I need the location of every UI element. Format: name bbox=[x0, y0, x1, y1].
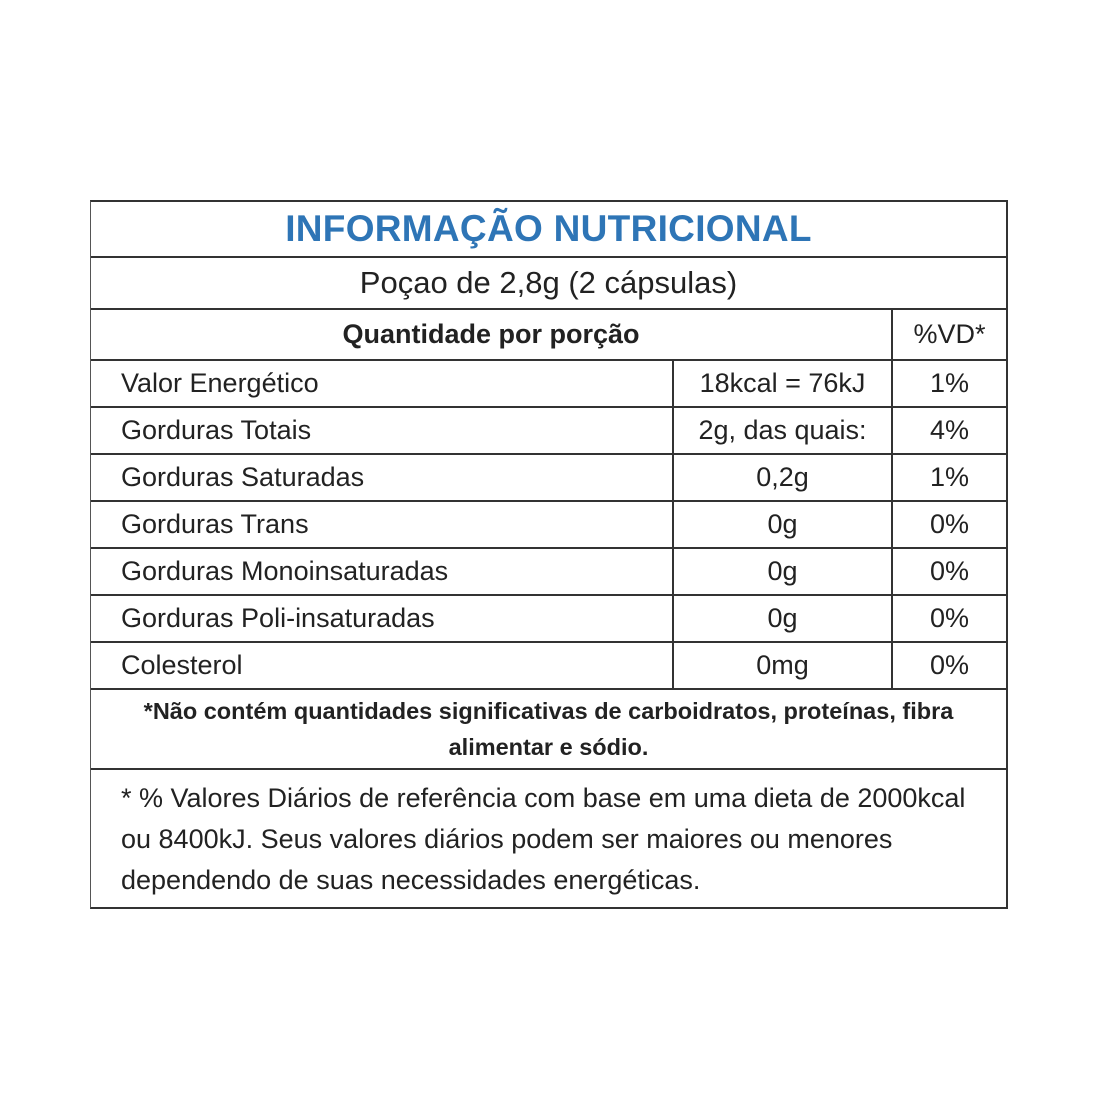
vd-header: %VD* bbox=[891, 310, 1006, 359]
serving-row bbox=[91, 258, 1006, 310]
nutrient-name: Gorduras Totais bbox=[121, 415, 312, 445]
nutrient-amount: 0g bbox=[672, 596, 891, 641]
nutrient-amount: 0,2g bbox=[672, 455, 891, 500]
title-row bbox=[91, 202, 1006, 258]
nutrient-name: Gorduras Monoinsaturadas bbox=[121, 556, 449, 586]
nutrient-vd: 0% bbox=[891, 643, 1006, 688]
daily-value-footnote: * % Valores Diários de referência com base em uma dieta de 2000kcal ou 8400kJ. Seus valores diários podem ser maiores ou menores dependendo de suas necessidades energéticas. bbox=[121, 783, 966, 895]
nutrient-vd: 0% bbox=[891, 596, 1006, 641]
nutrient-row bbox=[91, 643, 1006, 690]
nutrient-amount: 18kcal = 76kJ bbox=[672, 361, 891, 406]
serving-size: Poçao de 2,8g (2 cápsulas) bbox=[359, 265, 738, 300]
nutrient-vd: 0% bbox=[891, 549, 1006, 594]
nutrient-vd: 1% bbox=[891, 455, 1006, 500]
not-significant-note: *Não contém quantidades significativas de carboidratos, proteínas, fibra alimentar e sódio. bbox=[91, 690, 1006, 770]
nutrient-amount: 0mg bbox=[672, 643, 891, 688]
nutrient-name: Gorduras Saturadas bbox=[121, 462, 365, 492]
table-title: INFORMAÇÃO NUTRICIONAL bbox=[285, 208, 812, 249]
nutrient-amount: 2g, das quais: bbox=[672, 408, 891, 453]
header-row bbox=[91, 310, 1006, 361]
nutrient-amount: 0g bbox=[672, 549, 891, 594]
nutrient-row bbox=[91, 596, 1006, 643]
nutrient-name: Gorduras Poli-insaturadas bbox=[121, 603, 435, 633]
nutrient-vd: 1% bbox=[891, 361, 1006, 406]
nutrient-row bbox=[91, 549, 1006, 596]
nutrient-row bbox=[91, 408, 1006, 455]
nutrient-vd: 0% bbox=[891, 502, 1006, 547]
nutrient-row bbox=[91, 502, 1006, 549]
nutrition-facts-table bbox=[90, 200, 1008, 909]
nutrient-row bbox=[91, 455, 1006, 502]
nutrient-name: Gorduras Trans bbox=[121, 509, 309, 539]
nutrient-row bbox=[91, 361, 1006, 408]
nutrient-name: Colesterol bbox=[121, 650, 243, 680]
nutrient-name: Valor Energético bbox=[121, 368, 319, 398]
nutrient-amount: 0g bbox=[672, 502, 891, 547]
nutrient-vd: 4% bbox=[891, 408, 1006, 453]
quantity-header: Quantidade por porção bbox=[342, 319, 640, 349]
